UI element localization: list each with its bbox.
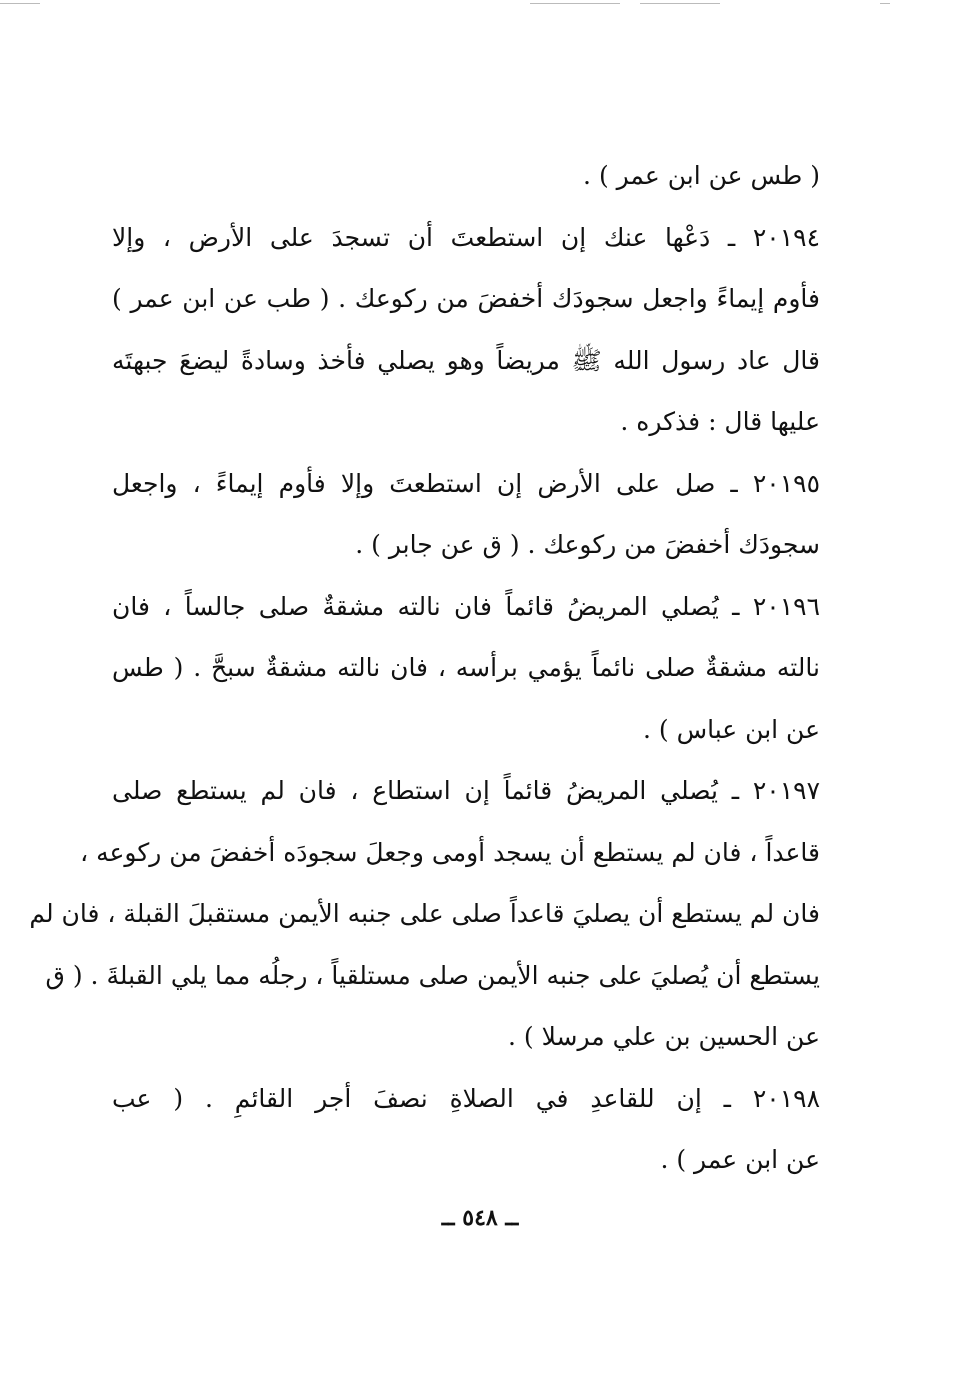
hadith-20196-line-1: ٢٠١٩٦ ـ يُصلي المريضُ قائماً فان نالته مشقةٌ صلى جالساً ، فان bbox=[112, 591, 820, 621]
hadith-20197-line-5: عن الحسين بن علي مرسلا ) . bbox=[508, 1022, 820, 1051]
hadith-20196-line-3: عن ابن عباس ) . bbox=[643, 714, 820, 744]
scan-edge-marks bbox=[0, 0, 960, 8]
hadith-20194-line-3: قال عاد رسول الله ﷺ مريضاً وهو يصلي فأخذ وسادةً ليضعَ جبهتَه bbox=[112, 345, 820, 375]
hadith-20195-line-1: ٢٠١٩٥ ـ صل على الأرض إن استطعتَ وإلا فأوم إيماءً ، واجعل bbox=[112, 468, 820, 498]
hadith-20197-line-4: يستطع أن يُصليَ على جنبه الأيمن صلى مستلقياً ، رجلُه مما يلي القبلةَ . ( ق bbox=[45, 960, 820, 990]
hadith-20198-line-1: ٢٠١٩٨ ـ إن للقاعدِ في الصلاةِ نصفَ أجر القائمِ . ( عب bbox=[112, 1083, 820, 1113]
hadith-20195-line-2: سجودَك أخفضَ من ركوعك . ( ق عن جابر ) . bbox=[355, 530, 820, 559]
hadith-20197-line-3: فان لم يستطع أن يصليَ قاعداً صلى على جنبه الأيمن مستقبلَ القبلة ، فان لم bbox=[29, 899, 820, 928]
hadith-20197-line-2: قاعداً ، فان لم يستطع أن يسجد أومى وجعلَ سجودَه أخفضَ من ركوعه ، bbox=[80, 837, 820, 867]
body-text bbox=[29, 145, 820, 1191]
page-number: ــ ٥٤٨ ــ bbox=[441, 1205, 519, 1231]
hadith-20196-line-2: نالته مشقةٌ صلى نائماً يؤمي برأسه ، فان نالته مشقةٌ سبحَّ . ( طس bbox=[112, 653, 820, 682]
hadith-20194-line-4: عليها قال : فذكره . bbox=[620, 407, 820, 436]
hadith-20197-line-1: ٢٠١٩٧ ـ يُصلي المريضُ قائماً إن استطاع ، فان لم يستطع صلى bbox=[112, 776, 820, 805]
hadith-20194-line-2: فأوم إيماءً واجعل سجودَك أخفضَ من ركوعك . ( طب عن ابن عمر ) bbox=[112, 284, 820, 313]
hadith-20194-line-1: ٢٠١٩٤ ـ دَعْها عنك إن استطعتَ أن تسجدَ على الأرض ، وإلا bbox=[112, 222, 820, 252]
hadith-20198-line-2: عن ابن عمر ) . bbox=[660, 1145, 820, 1174]
text-line: ( طس عن ابن عمر ) . bbox=[583, 161, 820, 190]
